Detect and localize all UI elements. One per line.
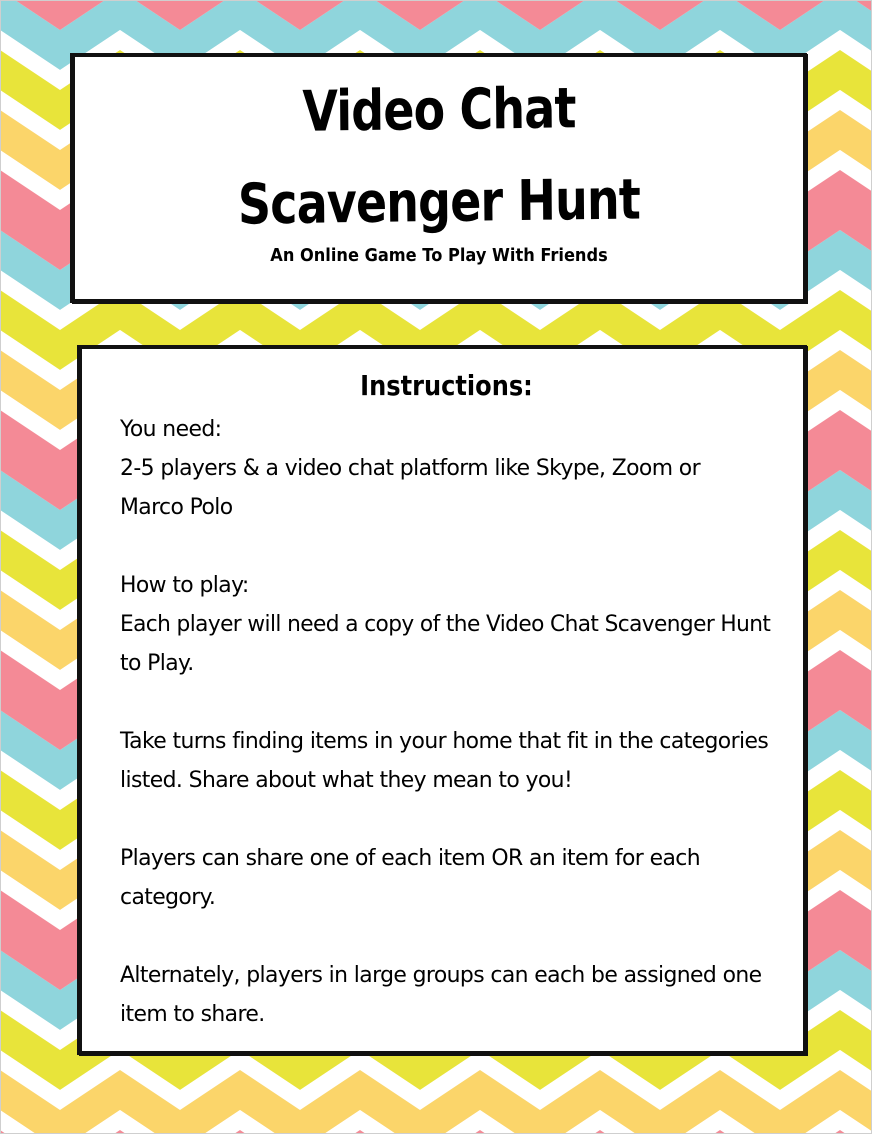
page-title-line-2: Scavenger Hunt [237,167,641,238]
text-line: 2-5 players & a video chat platform like Skype, Zoom or [120,456,701,481]
section-take-turns [120,722,773,800]
section-you-need [120,410,773,527]
page-title-line-1: Video Chat [302,76,576,145]
section-how-to-play [120,566,773,683]
text-line: to Play. [120,651,194,676]
instructions-heading: Instructions: [360,369,533,402]
text-line: Marco Polo [120,495,233,520]
section-large-groups [120,956,773,1034]
text-line: You need: [120,417,222,442]
text-line: category. [120,885,216,910]
section-share-options [120,839,773,917]
text-line: Each player will need a copy of the Video Chat Scavenger Hunt [120,612,771,637]
text-line: How to play: [120,573,249,598]
page-subtitle: An Online Game To Play With Friends [270,245,608,266]
text-line: Take turns finding items in your home that fit in the categories [120,729,769,754]
text-line: Players can share one of each item OR an item for each [120,846,700,871]
text-line: Alternately, players in large groups can each be assigned one [120,963,762,988]
title-card [71,53,807,303]
text-line: listed. Share about what they mean to you! [120,768,573,793]
instructions-card [78,345,807,1055]
text-line: item to share. [120,1002,265,1027]
